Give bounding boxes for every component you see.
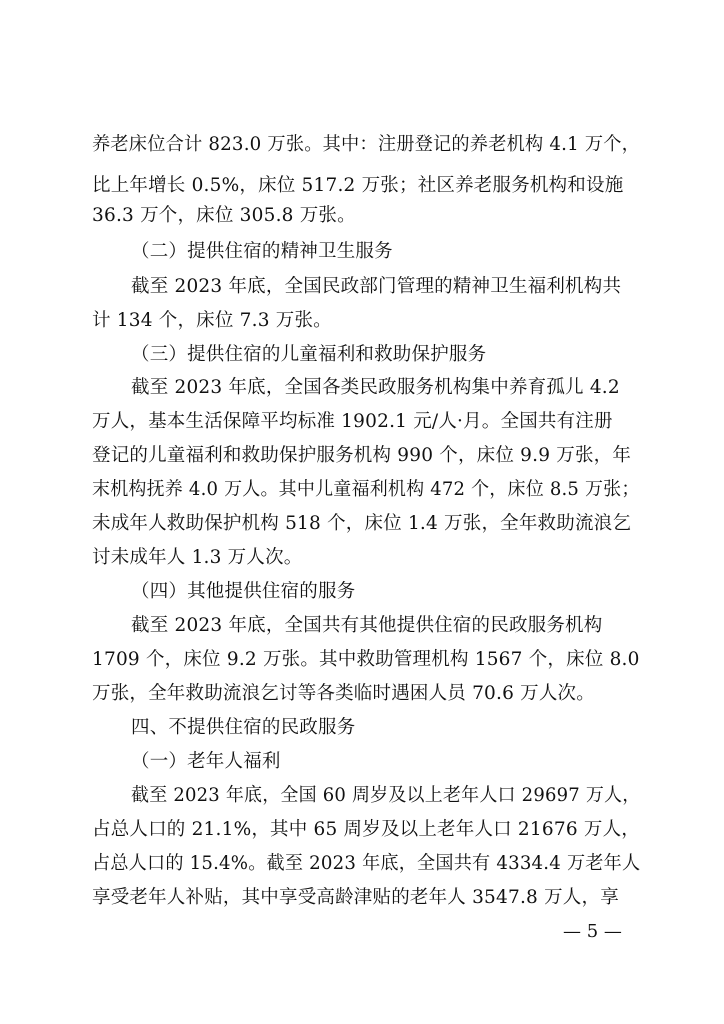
section-heading: （二）提供住宿的精神卫生服务 bbox=[131, 241, 393, 262]
chapter-heading: 四、不提供住宿的民政服务 bbox=[131, 717, 356, 738]
body-line: 讨未成年人 1.3 万人次。 bbox=[92, 547, 303, 568]
body-line: 比上年增长 0.5%，床位 517.2 万张；社区养老服务机构和设施 bbox=[92, 175, 624, 196]
body-line: 享受老年人补贴，其中享受高龄津贴的老年人 3547.8 万人，享 bbox=[92, 887, 619, 908]
body-line: 占总人口的 21.1%，其中 65 周岁及以上老年人口 21676 万人， bbox=[92, 819, 640, 840]
body-line: 登记的儿童福利和救助保护服务机构 990 个，床位 9.9 万张，年 bbox=[92, 445, 632, 466]
body-line: 截至 2023 年底，全国各类民政服务机构集中养育孤儿 4.2 bbox=[131, 377, 620, 398]
body-line: 万张，全年救助流浪乞讨等各类临时遇困人员 70.6 万人次。 bbox=[92, 683, 595, 704]
section-heading: （四）其他提供住宿的服务 bbox=[131, 581, 356, 602]
body-line: 未成年人救助保护机构 518 个，床位 1.4 万张，全年救助流浪乞 bbox=[92, 513, 632, 534]
page-number: — 5 — bbox=[563, 921, 622, 942]
body-line: 占总人口的 15.4%。截至 2023 年底，全国共有 4334.4 万老年人 bbox=[92, 853, 641, 874]
body-line: 万人，基本生活保障平均标准 1902.1 元/人·月。全国共有注册 bbox=[92, 411, 613, 432]
body-line: 1709 个，床位 9.2 万张。其中救助管理机构 1567 个，床位 8.0 bbox=[92, 649, 640, 670]
body-line: 截至 2023 年底，全国 60 周岁及以上老年人口 29697 万人， bbox=[131, 785, 641, 806]
section-heading: （一）老年人福利 bbox=[131, 751, 281, 772]
body-line: 养老床位合计 823.0 万张。其中：注册登记的养老机构 4.1 万个， bbox=[92, 134, 641, 155]
body-line: 截至 2023 年底，全国民政部门管理的精神卫生福利机构共 bbox=[131, 276, 622, 297]
body-line: 36.3 万个，床位 305.8 万张。 bbox=[92, 205, 356, 226]
body-line: 计 134 个，床位 7.3 万张。 bbox=[92, 310, 332, 331]
body-line: 截至 2023 年底，全国共有其他提供住宿的民政服务机构 bbox=[131, 615, 603, 636]
body-line: 末机构抚养 4.0 万人。其中儿童福利机构 472 个，床位 8.5 万张； bbox=[92, 479, 640, 500]
section-heading: （三）提供住宿的儿童福利和救助保护服务 bbox=[131, 344, 487, 365]
